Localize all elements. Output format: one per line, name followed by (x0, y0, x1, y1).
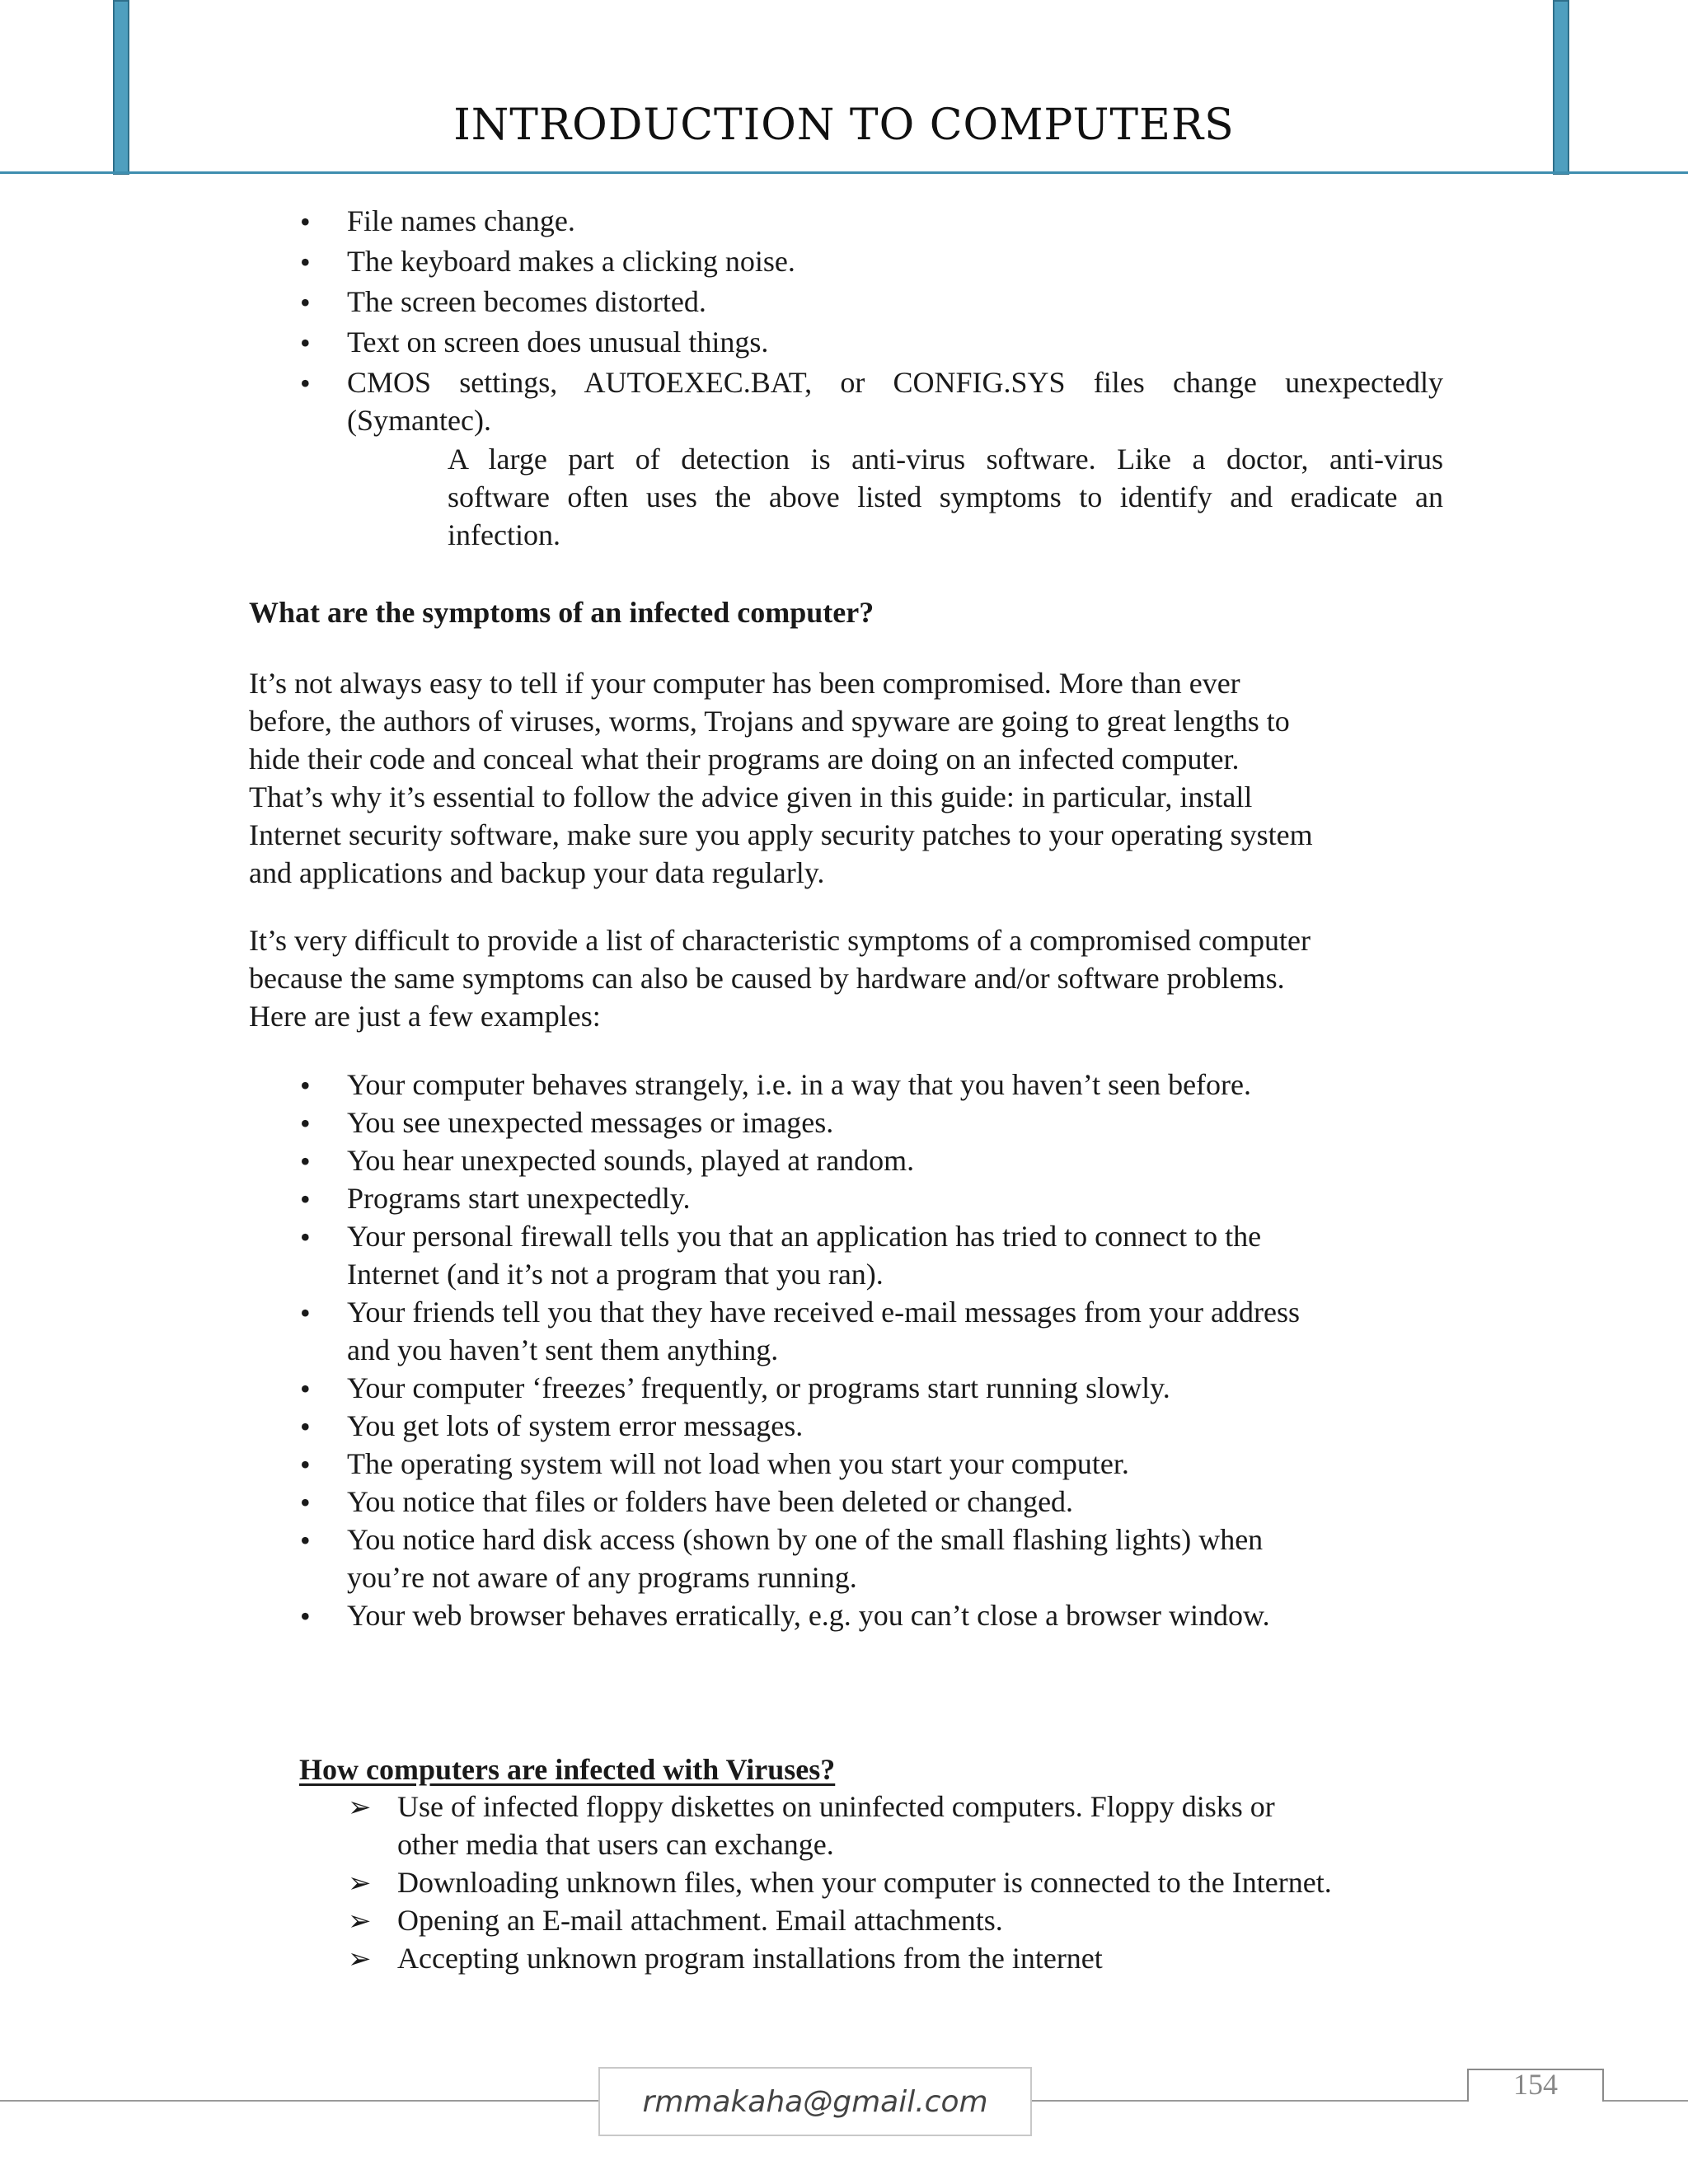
arrow-bullet-icon: ➢ (348, 1867, 372, 1900)
list-item: The operating system will not load when you start your computer. (347, 1447, 1129, 1480)
bullet-dot: • (300, 1221, 311, 1254)
list-item: The keyboard makes a clicking noise. (347, 245, 795, 278)
bullet-dot: • (300, 1069, 311, 1102)
bullet-dot: • (300, 1486, 311, 1519)
list-item: You notice that files or folders have been deleted or changed. (347, 1485, 1074, 1518)
section-heading-symptoms: What are the symptoms of an infected computer? (249, 596, 874, 629)
arrow-bullet-icon: ➢ (348, 1943, 372, 1975)
list-item: Accepting unknown program installations from the internet (397, 1942, 1103, 1975)
footer-rule-middle (1032, 2100, 1467, 2102)
paragraph-line: because the same symptoms can also be caused by hardware and/or software problems. (249, 962, 1285, 995)
footer-rule-right (1604, 2100, 1688, 2102)
bullet-dot: • (300, 246, 311, 279)
list-item: Your computer behaves strangely, i.e. in a way that you haven’t seen before. (347, 1068, 1252, 1101)
bullet-dot: • (300, 1600, 311, 1633)
list-item: Your personal firewall tells you that an application has tried to connect to the (347, 1220, 1262, 1253)
bullet-dot: • (300, 326, 311, 359)
paragraph-line: before, the authors of viruses, worms, Trojans and spyware are going to great lengths to (249, 705, 1290, 738)
bullet-dot: • (300, 1448, 311, 1481)
list-item: CMOS settings, AUTOEXEC.BAT, or CONFIG.SYS files change unexpectedly (347, 366, 1443, 399)
bullet-dot: • (300, 286, 311, 319)
page-title: INTRODUCTION TO COMPUTERS (453, 101, 1235, 150)
list-item: Use of infected floppy diskettes on uninfected computers. Floppy disks or (397, 1790, 1275, 1823)
section-heading-infection: How computers are infected with Viruses? (299, 1753, 836, 1786)
list-item: You notice hard disk access (shown by one of the small flashing lights) when (347, 1523, 1264, 1556)
footer-email: rmmakaha@gmail.com (598, 2067, 1032, 2136)
list-item: You get lots of system error messages. (347, 1409, 804, 1442)
header-rule (0, 171, 1688, 174)
list-item: Programs start unexpectedly. (347, 1182, 691, 1215)
list-item: Text on screen does unusual things. (347, 326, 769, 359)
list-item: File names change. (347, 204, 575, 237)
list-item: Your friends tell you that they have received e-mail messages from your address (347, 1296, 1301, 1329)
list-item-continuation: and you haven’t sent them anything. (347, 1333, 779, 1366)
arrow-bullet-icon: ➢ (348, 1791, 372, 1824)
bullet-dot: • (300, 1372, 311, 1405)
list-item: Opening an E-mail attachment. Email attachments. (397, 1904, 1003, 1937)
paragraph-line: It’s very difficult to provide a list of characteristic symptoms of a compromised computer (249, 924, 1311, 957)
paragraph-line: It’s not always easy to tell if your computer has been compromised. More than ever (249, 667, 1240, 700)
paragraph-line: software often uses the above listed symptoms to identify and eradicate an (448, 480, 1443, 513)
arrow-bullet-icon: ➢ (348, 1905, 372, 1938)
list-item-continuation: other media that users can exchange. (397, 1828, 834, 1861)
page-number: 154 (1513, 2068, 1558, 2101)
bullet-dot: • (300, 1183, 311, 1216)
list-item: Your computer ‘freezes’ frequently, or programs start running slowly. (347, 1371, 1170, 1404)
bullet-dot: • (300, 1524, 311, 1557)
paragraph-line: hide their code and conceal what their programs are doing on an infected computer. (249, 743, 1240, 776)
footer-rule-left (0, 2100, 598, 2102)
list-item-continuation: (Symantec). (347, 404, 491, 437)
bullet-dot: • (300, 367, 311, 400)
paragraph-line: A large part of detection is anti-virus software. Like a doctor, anti-virus (448, 443, 1443, 476)
list-item-continuation: Internet (and it’s not a program that you ran). (347, 1258, 884, 1291)
bullet-dot: • (300, 1410, 311, 1443)
bullet-dot: • (300, 1296, 311, 1329)
list-item: You see unexpected messages or images. (347, 1106, 834, 1139)
paragraph-line: infection. (448, 518, 560, 551)
list-item-continuation: you’re not aware of any programs running. (347, 1561, 857, 1594)
paragraph-line: That’s why it’s essential to follow the advice given in this guide: in particular, install (249, 780, 1253, 813)
paragraph-line: Internet security software, make sure you apply security patches to your operating system (249, 818, 1313, 851)
paragraph-line: and applications and backup your data regularly. (249, 856, 825, 889)
list-item: Downloading unknown files, when your computer is connected to the Internet. (397, 1866, 1332, 1899)
list-item: The screen becomes distorted. (347, 285, 706, 318)
bullet-dot: • (300, 1145, 311, 1178)
bullet-dot: • (300, 1107, 311, 1140)
bullet-dot: • (300, 205, 311, 238)
list-item: You hear unexpected sounds, played at random. (347, 1144, 915, 1177)
paragraph-line: Here are just a few examples: (249, 1000, 601, 1033)
list-item: Your web browser behaves erratically, e.g. you can’t close a browser window. (347, 1599, 1270, 1632)
